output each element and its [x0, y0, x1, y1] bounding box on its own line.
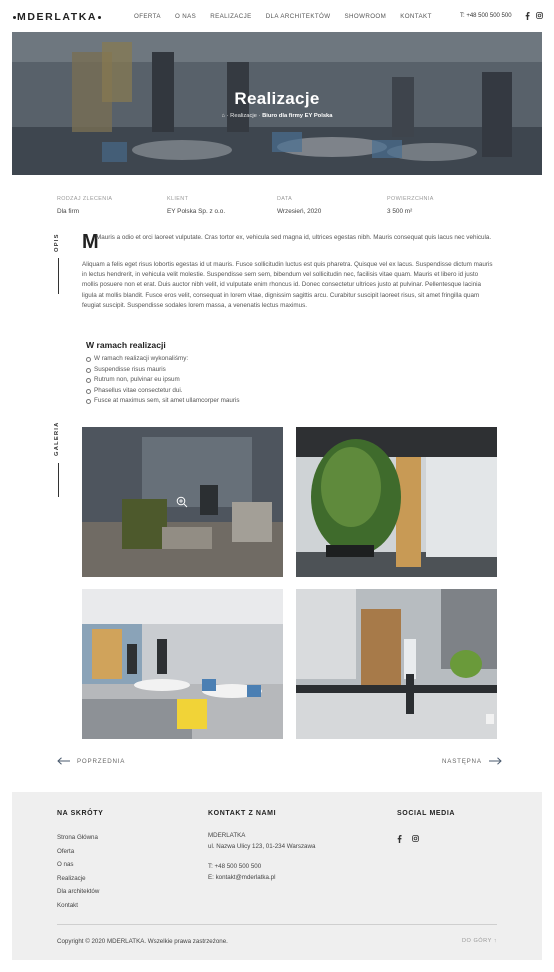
nav-dla-architektow[interactable]: DLA ARCHITEKTÓW — [265, 13, 331, 20]
meta-label: POWIERZCHNIA — [387, 196, 434, 202]
footer-address — [208, 831, 315, 883]
gallery-image-kitchen[interactable] — [296, 589, 497, 739]
instagram-icon[interactable] — [536, 12, 543, 21]
site-header — [0, 0, 554, 32]
arrow-left-icon — [57, 757, 71, 765]
gallery-photo — [296, 589, 497, 739]
gallery-image-green-wall[interactable] — [296, 427, 497, 577]
header-phone[interactable]: T: +48 500 500 500 — [460, 13, 512, 19]
description-intro: Mauris a odio et orci laoreet vulputate. Cras tortor ex, vehicula sed magna id, ultrices egestas nibh. Mauris consequat quis lacus nec vehicula. — [96, 234, 492, 241]
meta-label: RODZAJ ZLECENIA — [57, 196, 113, 202]
arrow-up-icon: ↑ — [493, 938, 498, 944]
logo-dot — [98, 16, 101, 19]
footer-link[interactable]: Dla architektów — [57, 888, 100, 895]
meta-item — [57, 196, 167, 215]
list-item: Rutrum non, pulvinar eu ipsum — [86, 375, 240, 386]
nav-kontakt[interactable]: KONTAKT — [400, 13, 432, 20]
footer-heading: SOCIAL MEDIA — [397, 810, 456, 817]
prev-label: POPRZEDNIA — [77, 757, 126, 765]
back-to-top-link[interactable] — [462, 938, 497, 944]
arrow-right-icon — [488, 757, 502, 765]
meta-label: KLIENT — [167, 196, 189, 202]
footer-links — [57, 831, 103, 912]
description-body: Aliquam a felis eget risus lobortis egestas id ut mauris. Fusce sollicitudin luctus est quis pharetra. Quisque vel ex lacus. Suspendisse dictum mauris in lectus hendrerit, in vehicula velit molestie. Suspendisse sem sem, bibendum vel sollicitudin nec, facilisis vitae quam. Mauris et libero id justo mollis posuere non et erat. Duis auctor nibh velit, id vulputate enim rhoncus id. Donec consectetur ultrices justo at pulvinar. Pellentesque lacinia ligula at mollis blandit. Fusce eros velit, consequat in lorem vitae, dignissim sagittis arcu. Curabitur suscipit laoreet risus, sit amet fringilla quam feugiat suscipit. Suspendisse sodales lorem massa, a venenatis lectus maximus. — [82, 261, 493, 309]
site-footer — [12, 792, 542, 960]
list-item: Phasellus vitae consectetur dui. — [86, 386, 240, 397]
page-title: Realizacje — [234, 89, 320, 108]
zoom-icon[interactable] — [176, 496, 188, 508]
footer-contact — [208, 810, 315, 883]
nav-o-nas[interactable]: O NAS — [174, 13, 197, 20]
list-item: W ramach realizacji wykonaliśmy: — [86, 354, 240, 365]
breadcrumb-home-icon[interactable]: ⌂ — [221, 113, 225, 119]
list-item: Suspendisse risus mauris — [86, 365, 240, 376]
nav-oferta[interactable]: OFERTA — [134, 13, 161, 20]
main-nav — [134, 13, 446, 20]
footer-shortcuts — [57, 810, 103, 912]
breadcrumb-current: Biuro dla firmy EY Polska — [262, 113, 333, 119]
footer-divider — [57, 924, 497, 925]
footer-link[interactable]: Realizacje — [57, 874, 86, 882]
social-icons — [397, 835, 455, 845]
section-divider — [58, 258, 59, 294]
nav-realizacje[interactable]: REALIZACJE — [210, 13, 252, 20]
gallery-image-canteen[interactable] — [82, 589, 283, 739]
facebook-icon[interactable] — [397, 835, 402, 845]
gallery-photo — [296, 427, 497, 577]
meta-item — [277, 196, 387, 215]
section-label-galeria: GALERIA — [54, 421, 60, 456]
gallery-image-lounge[interactable] — [82, 427, 283, 577]
meta-value: 3 500 m² — [387, 208, 413, 215]
breadcrumb: ⌂ · Realizacje · Biuro dla firmy EY Polska — [221, 113, 333, 119]
gallery-photo — [82, 589, 283, 739]
footer-link[interactable]: Oferta — [57, 847, 75, 855]
logo[interactable] — [12, 11, 102, 23]
company-address: ul. Nazwa Ulicy 123, 01-234 Warszawa — [208, 842, 316, 850]
logo-dot — [13, 16, 16, 19]
dropcap: M — [82, 231, 99, 253]
scope-list — [86, 354, 240, 407]
facebook-icon[interactable] — [525, 12, 530, 22]
logo-text: MDERLATKA — [17, 11, 98, 23]
next-project-link[interactable] — [442, 757, 502, 765]
meta-item — [167, 196, 277, 215]
section-label-opis: OPIS — [54, 233, 60, 252]
footer-link[interactable]: Kontakt — [57, 901, 78, 909]
company-name: MDERLATKA — [208, 832, 246, 839]
back-to-top-label: DO GÓRY — [462, 938, 492, 944]
meta-item — [387, 196, 497, 215]
nav-showroom[interactable]: SHOWROOM — [344, 13, 387, 20]
footer-email[interactable]: E: kontakt@mderlatka.pl — [208, 873, 276, 881]
next-label: NASTĘPNA — [442, 757, 482, 765]
meta-value: Wrzesień, 2020 — [277, 208, 322, 215]
project-meta — [57, 196, 497, 215]
breadcrumb-item[interactable]: Realizacje — [230, 113, 257, 119]
copyright: Copyright © 2020 MDERLATKA. Wszelkie prawa zastrzeżone. — [57, 938, 228, 945]
footer-link[interactable]: Strona Główna — [57, 834, 98, 841]
meta-value: Dla firm — [57, 208, 80, 215]
spacer — [208, 852, 315, 862]
meta-label: DATA — [277, 196, 293, 202]
footer-link[interactable]: O nas — [57, 861, 74, 868]
meta-value: EY Polska Sp. z o.o. — [167, 208, 226, 215]
list-item: Fusce at maximus sem, sit amet ullamcorper mauris — [86, 396, 240, 407]
footer-heading: NA SKRÓTY — [57, 810, 104, 817]
footer-social — [397, 810, 455, 845]
section-divider — [58, 463, 59, 497]
scope-heading: W ramach realizacji — [86, 340, 166, 350]
instagram-icon[interactable] — [412, 835, 419, 845]
prev-project-link[interactable] — [57, 757, 125, 765]
hero-banner — [12, 32, 542, 175]
footer-heading: KONTAKT Z NAMI — [208, 810, 277, 817]
footer-phone[interactable]: T: +48 500 500 500 — [208, 863, 262, 870]
